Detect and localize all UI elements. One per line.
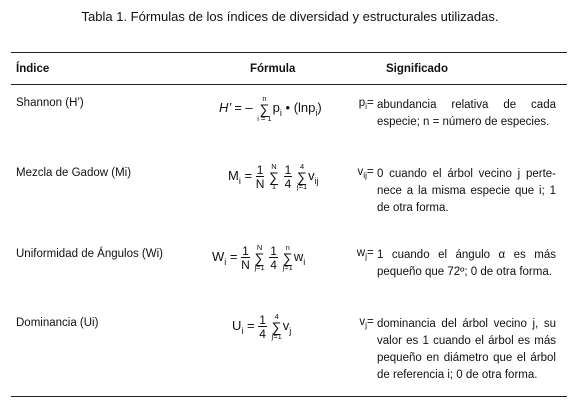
row-angles-meaning: 1 cuando el ángulo α es más pequeño que 72º; 0 de otra forma. <box>377 249 556 278</box>
header-formula: Fórmula <box>250 63 296 75</box>
row-angles-formula: $W_i$ = $\frac{1}{N}$ N ∑ j=1 $\frac{1}{4}$ n ∑ j=1 $w_i$ <box>212 243 306 273</box>
table-title: Tabla 1. Fórmulas de los índices de diversidad y estructurales utilizadas. <box>81 9 499 24</box>
row-dominance-symbol: $v_j$ <box>359 316 367 330</box>
row-gadow-formula: $M_i$ = $\frac{1}{N}$ N ∑ 1 $\frac{1}{4}$ 4 ∑ j=1 $v_{ij}$ <box>228 162 319 192</box>
row-shannon-eq: = <box>367 97 374 109</box>
row-dominance-formula: $U_i$ = $\frac{1}{4}$ 4 ∑ j=1 $v_j$ <box>232 312 292 342</box>
header-meaning: Significado <box>386 63 448 75</box>
row-dominance-eq: = <box>367 316 374 328</box>
row-dominance-index: Dominancia (Ui) <box>16 317 99 329</box>
row-shannon-formula: H’ = – n ∑ i = 1 $p_i$ • (lnp$_i$) <box>219 94 322 124</box>
row-angles-index: Uniformidad de Ángulos (Wi) <box>16 248 164 260</box>
row-angles-eq: = <box>367 247 374 259</box>
bottom-rule <box>11 396 567 397</box>
row-shannon-index: Shannon (H’) <box>16 97 84 109</box>
row-shannon-meaning: abundancia relativa de cada especie; n = número de especies. <box>377 99 556 128</box>
row-gadow-symbol: $v_{ij}$ <box>357 166 367 180</box>
row-shannon-symbol: $p_i$ <box>358 97 367 111</box>
row-gadow-eq: = <box>367 166 374 178</box>
row-angles-symbol: $w_j$ <box>356 247 367 261</box>
row-dominance-meaning: dominancia del árbol vecino j, su valor es 1 cuando el árbol es más pequeño en diámetro que el árbol de referencia i; 0 de otra forma. <box>377 318 556 381</box>
top-rule <box>11 52 567 53</box>
header-rule <box>11 84 567 85</box>
row-gadow-meaning: 0 cuando el árbol vecino j perte- nece a la misma especie que i; 1 de otra forma. <box>377 168 556 214</box>
header-index: Índice <box>16 63 50 75</box>
row-gadow-index: Mezcla de Gadow (Mi) <box>16 167 132 179</box>
